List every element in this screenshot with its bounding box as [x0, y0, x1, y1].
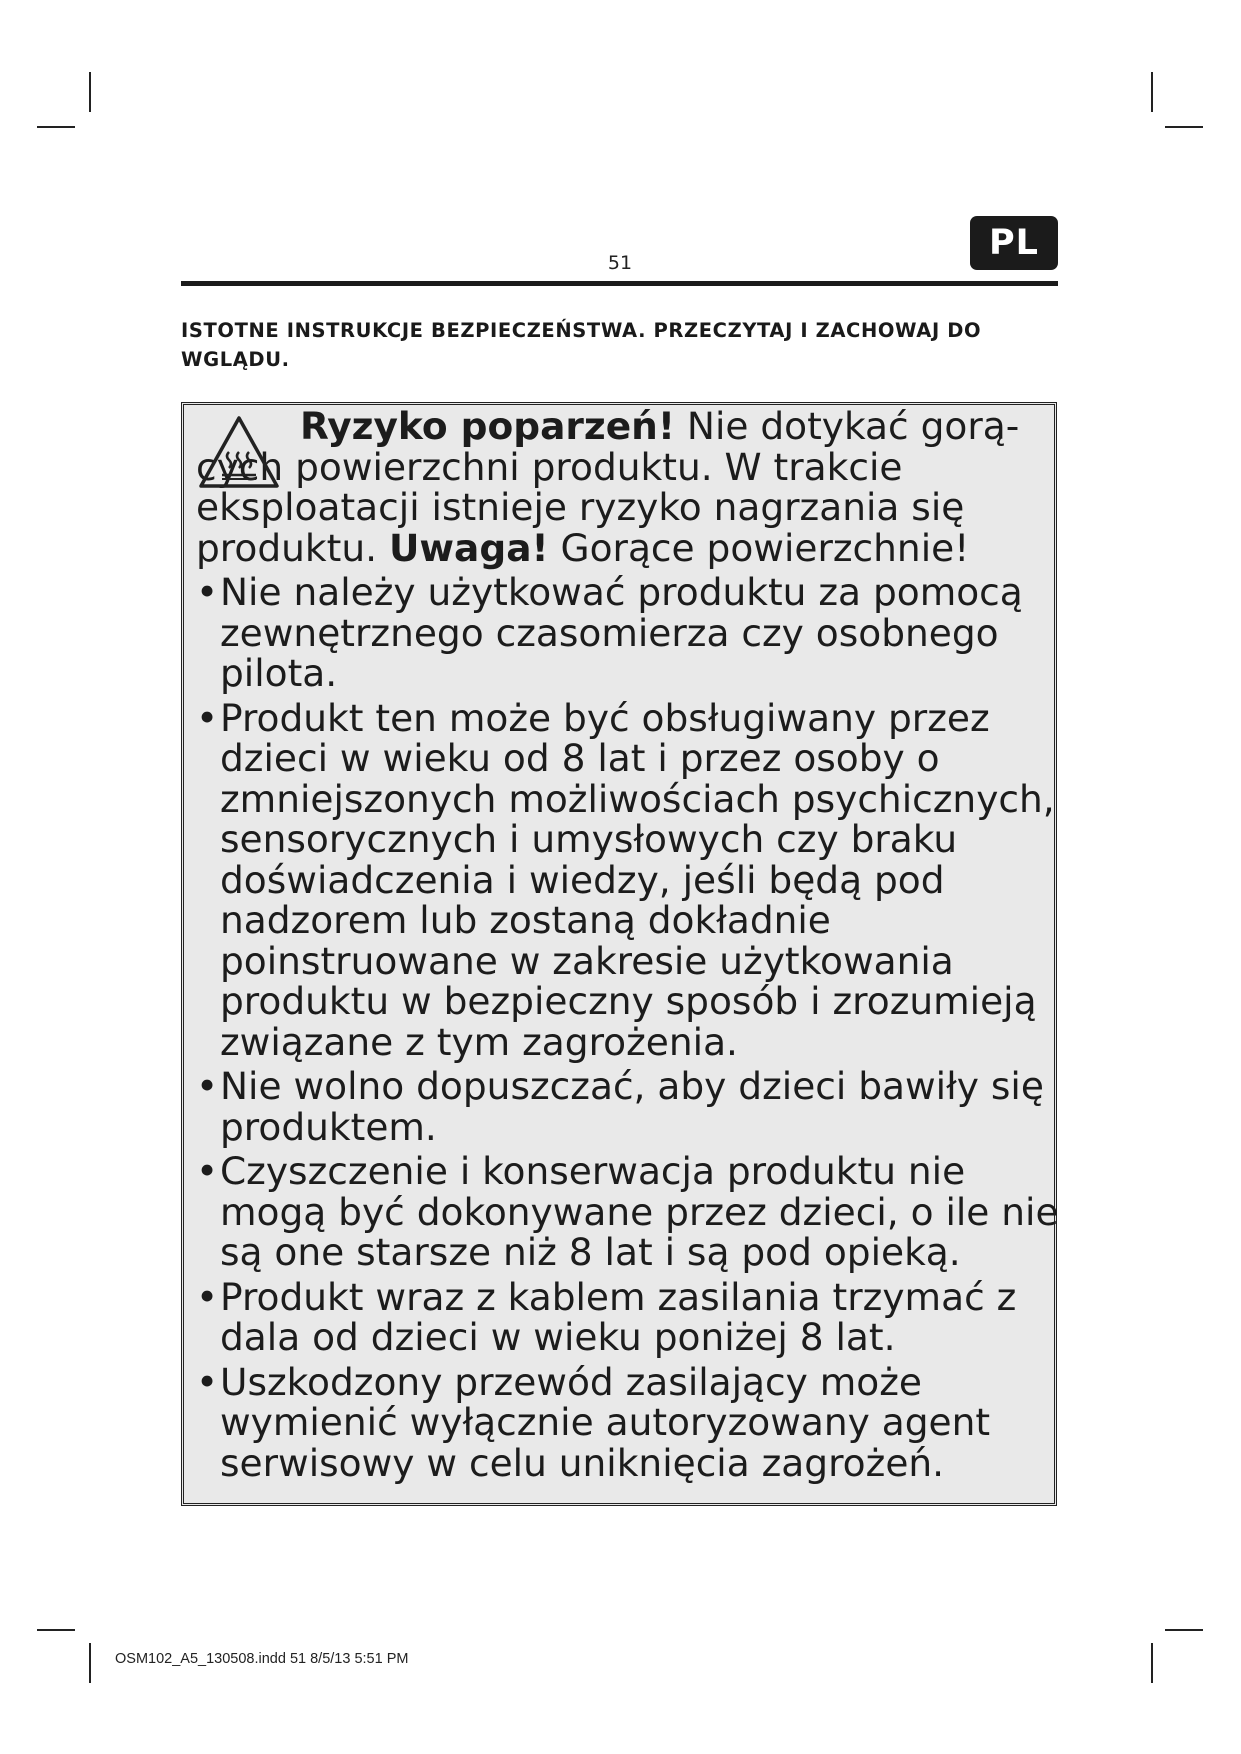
crop-mark	[1151, 72, 1153, 112]
header-rule	[181, 281, 1058, 286]
list-item: • Produkt wraz z kablem zasilania trzymać z dala od dzieci w wieku poniżej 8 lat.	[196, 1274, 1017, 1359]
safety-heading: ISTOTNE INSTRUKCJE BEZPIECZEŃSTWA. PRZECZYTAJ I ZACHOWAJ DO WGLĄDU.	[181, 319, 982, 371]
crop-mark	[37, 1629, 75, 1631]
crop-mark	[89, 1643, 91, 1683]
hot-surfaces-text: Gorące powierzchnie!	[548, 525, 970, 570]
language-badge: PL	[970, 216, 1058, 270]
warning-content	[196, 406, 1066, 1487]
crop-mark	[1151, 1643, 1153, 1683]
list-item: • Nie wolno dopuszczać, aby dzieci bawiły się produktem.	[196, 1064, 1044, 1149]
safety-list	[196, 572, 1066, 1483]
print-imprint: OSM102_A5_130508.indd 51 8/5/13 5:51 PM	[115, 1651, 409, 1667]
list-item: • Czyszczenie i konserwacja produktu nie mogą być dokonywane przez dzieci, o ile nie są one starsze niż 8 lat i są pod opieką.	[196, 1149, 1059, 1274]
crop-mark	[89, 72, 91, 112]
crop-mark	[1165, 126, 1203, 128]
crop-mark	[1165, 1629, 1203, 1631]
crop-mark	[37, 126, 75, 128]
list-item: • Uszkodzony przewód zasilający może wymienić wyłącznie autoryzowany agent serwisowy w celu uniknięcia zagrożeń.	[196, 1359, 991, 1485]
burn-risk-text: Nie dotykać gorą-cych powierzchni produktu. W trakcie eksploatacji istnieje ryzyko nagrzania się produktu.	[196, 404, 1020, 570]
list-item: • Produkt ten może być obsługiwany przez dzieci w wieku od 8 lat i przez osoby o zmniejszonych możliwościach psychicznych, sensorycznych i umysłowych czy braku doświadczenia i wiedzy, jeśli będą pod nadzorem lub zostaną dokładnie poinstruowane w zakresie użytkowania produktu w bezpieczny sposób i zrozumieją związane z tym zagrożenia.	[196, 695, 1055, 1064]
burn-risk-title: Ryzyko poparzeń!	[300, 404, 675, 448]
hot-surface-warning-icon	[198, 414, 280, 490]
warning-intro	[196, 406, 1066, 568]
list-item: • Nie należy użytkować produktu za pomocą zewnętrznego czasomierza czy osobnego pilota.	[196, 570, 1023, 695]
page-number: 51	[607, 252, 633, 274]
attention-label: Uwaga!	[388, 525, 549, 570]
